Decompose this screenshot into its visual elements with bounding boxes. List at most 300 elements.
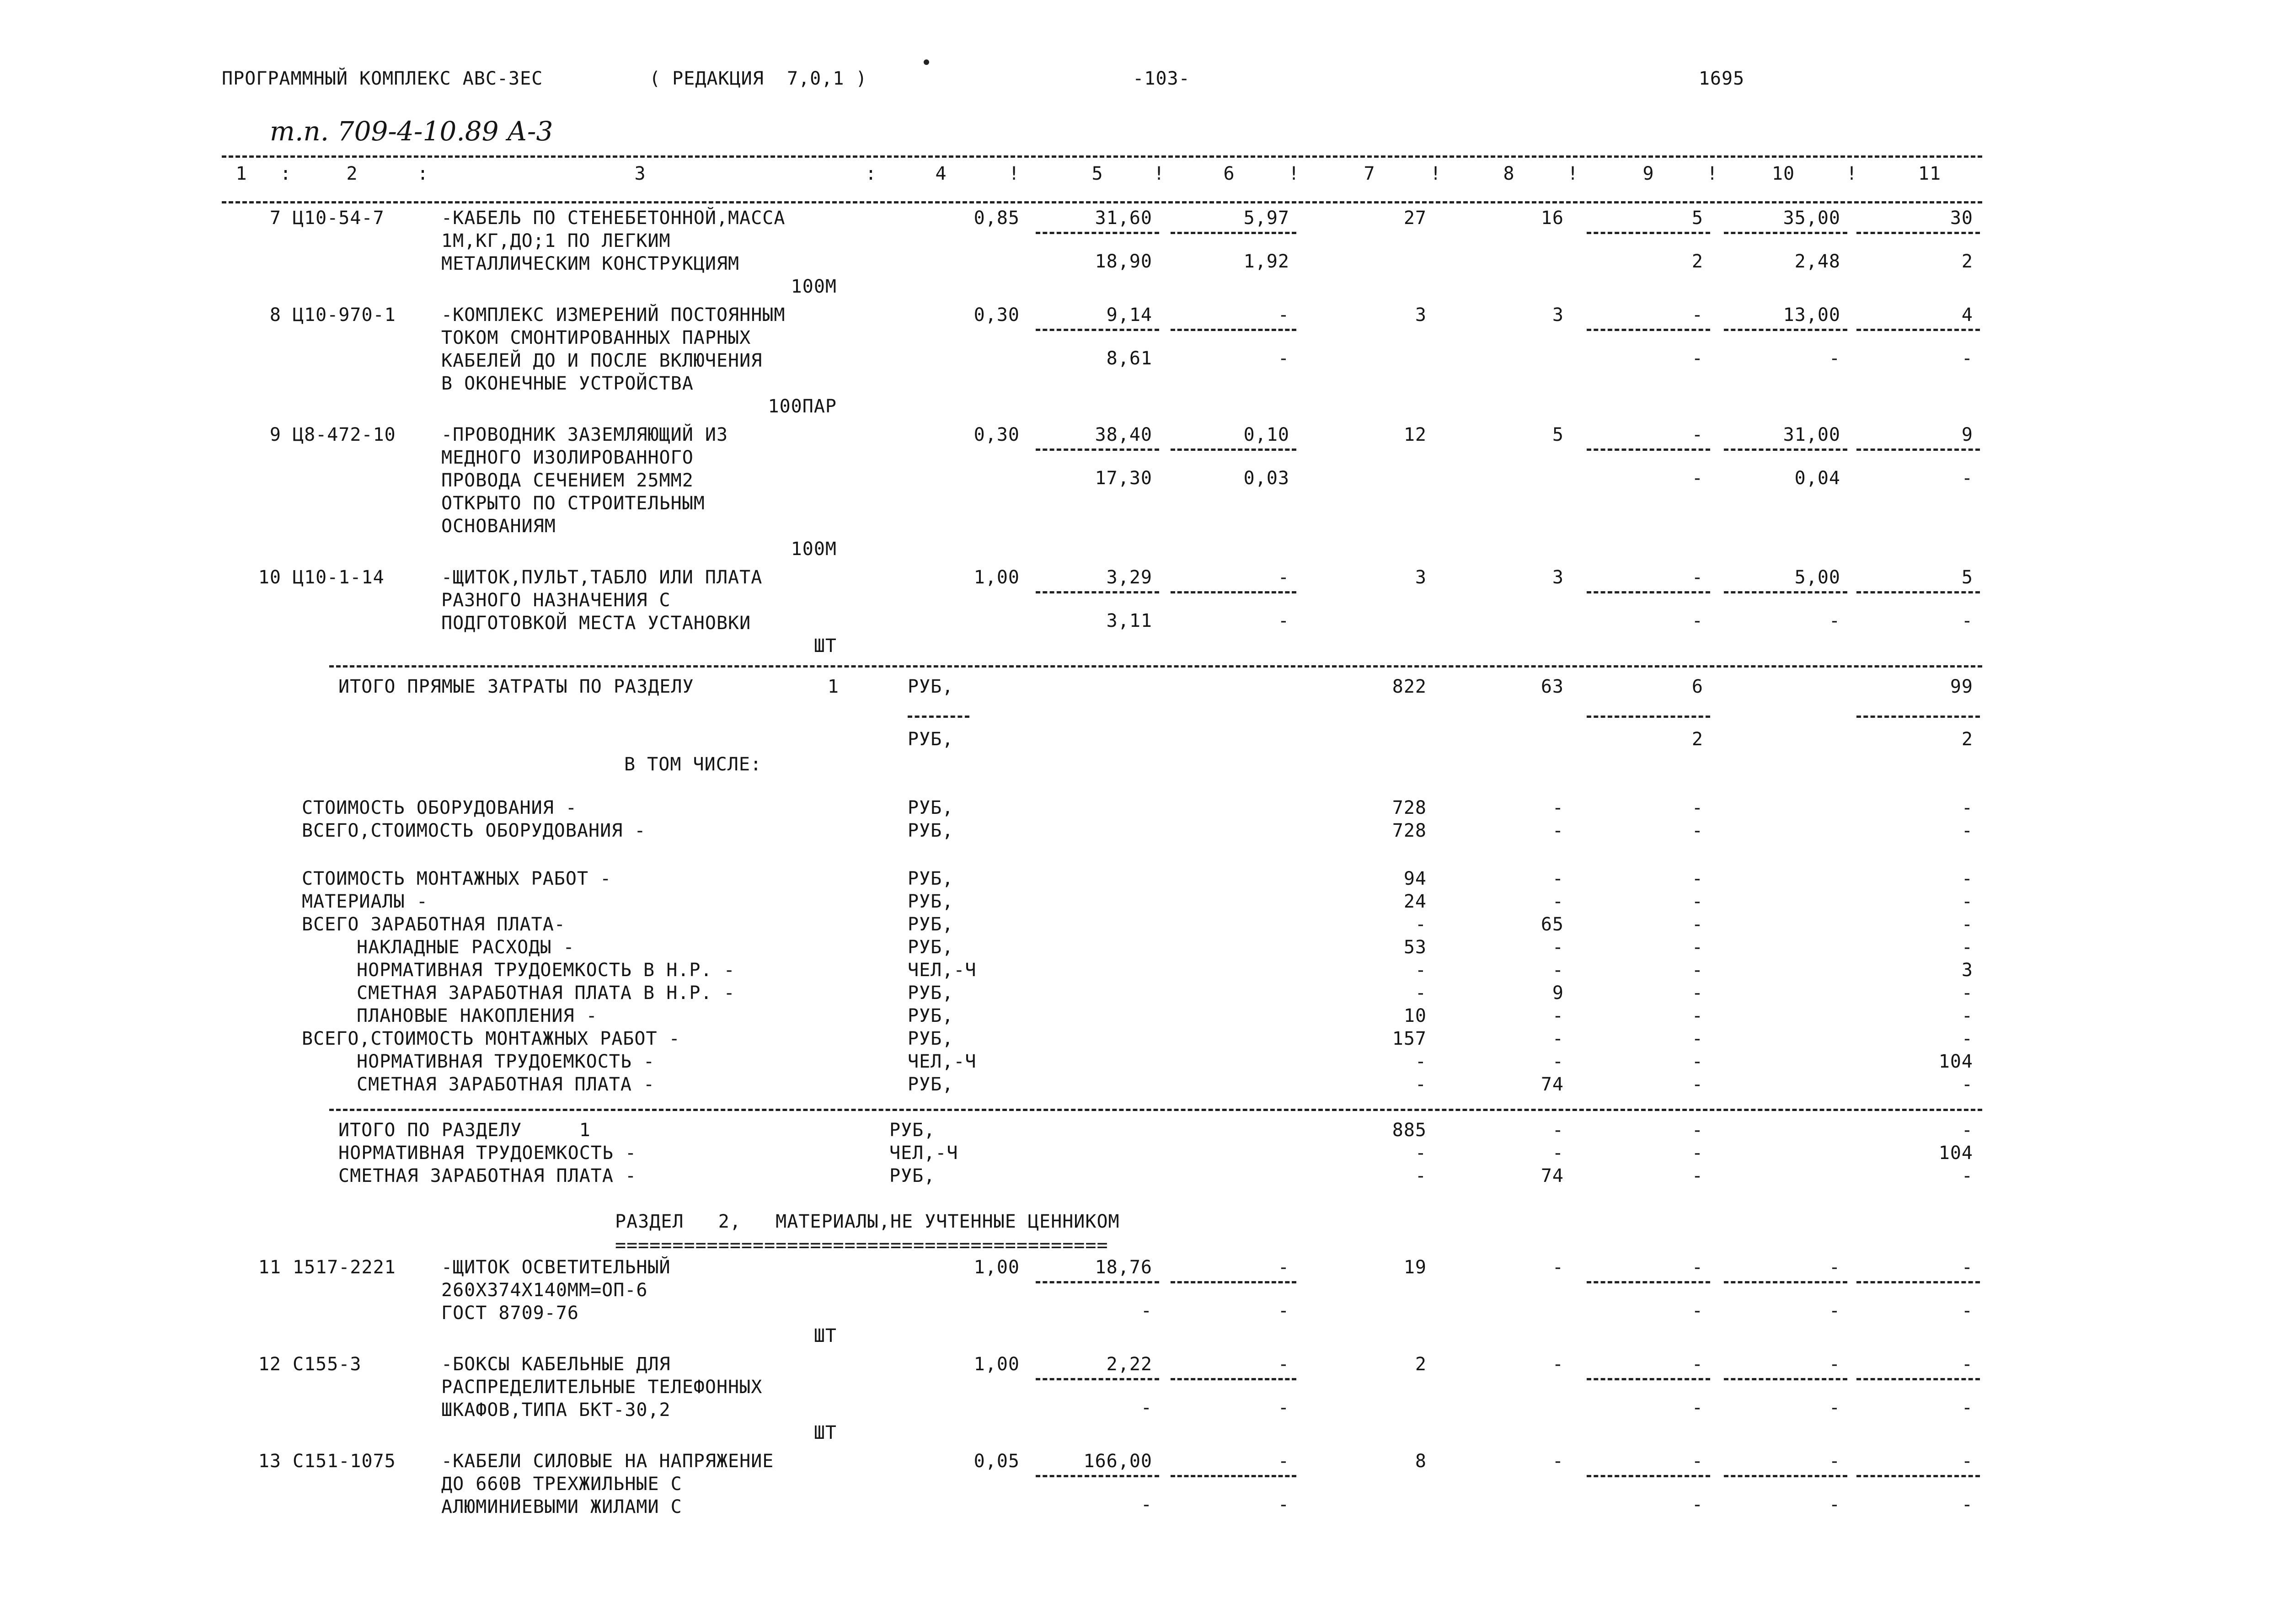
- section-total-unit: ЧЕЛ,-Ч: [889, 1143, 958, 1164]
- summary-label: ВСЕГО,СТОИМОСТЬ МОНТАЖНЫХ РАБОТ -: [302, 1028, 680, 1049]
- item-description: ОСНОВАНИЯМ: [441, 516, 556, 537]
- summary-c7: -: [1415, 960, 1427, 981]
- item-c10-second: -: [1829, 610, 1840, 631]
- item-description: В ОКОНЕЧНЫЕ УСТРОЙСТВА: [441, 373, 694, 394]
- item-c6: -: [1278, 1354, 1289, 1375]
- item-c5-second: 3,11: [1106, 610, 1152, 631]
- summary-unit: ЧЕЛ,-Ч: [908, 960, 977, 981]
- item-c11-second: -: [1961, 348, 1973, 369]
- item-c9: -: [1691, 1451, 1703, 1472]
- summary-c7: 94: [1403, 868, 1427, 889]
- summary-c8: 65: [1540, 914, 1564, 935]
- item-c6: -: [1278, 567, 1289, 588]
- item-underline: [1856, 591, 1980, 593]
- summary-unit: РУБ,: [908, 983, 954, 1004]
- item-c8: -: [1552, 1451, 1564, 1472]
- section-total-c8: -: [1552, 1143, 1564, 1164]
- program-title: ПРОГРАММНЫЙ КОМПЛЕКС АВС-3ЕС: [222, 68, 543, 89]
- column-header-5: 3: [634, 163, 646, 184]
- item-underline: [1036, 1281, 1159, 1283]
- section-total-unit: РУБ,: [889, 1120, 936, 1141]
- item-underline: [1724, 1281, 1847, 1283]
- summary-c11: -: [1961, 1005, 1973, 1026]
- section-total-c9: -: [1691, 1165, 1703, 1186]
- item-number: 13: [258, 1451, 281, 1472]
- summary-c8: -: [1552, 868, 1564, 889]
- totals-c7: 822: [1392, 676, 1427, 697]
- summary-c9: -: [1691, 1028, 1703, 1049]
- item-c6-second: 0,03: [1243, 468, 1289, 489]
- summary-c7: 728: [1392, 820, 1427, 841]
- item-underline: [1587, 591, 1710, 593]
- totals-unit-second: РУБ,: [908, 729, 954, 750]
- summary-c9: -: [1691, 820, 1703, 841]
- item-c7: 19: [1403, 1257, 1427, 1278]
- item-quantity: 1,00: [974, 1257, 1020, 1278]
- item-quantity: 0,30: [974, 304, 1020, 326]
- item-description: РАСПРЕДЕЛИТЕЛЬНЫЕ ТЕЛЕФОННЫХ: [441, 1377, 763, 1398]
- item-underline: [1724, 591, 1847, 593]
- item-c5-second: 8,61: [1106, 348, 1152, 369]
- item-description: АЛЮМИНИЕВЫМИ ЖИЛАМИ С: [441, 1496, 682, 1517]
- item-c10: 31,00: [1783, 424, 1840, 445]
- column-header-13: 7: [1364, 163, 1375, 184]
- item-underline: [1587, 329, 1710, 331]
- summary-c8: -: [1552, 891, 1564, 912]
- page-number: -103-: [1133, 68, 1190, 89]
- item-number: 9: [269, 424, 281, 445]
- section-total-c11: -: [1961, 1165, 1973, 1186]
- item-c11: 30: [1950, 208, 1973, 229]
- item-c8: 3: [1552, 567, 1564, 588]
- summary-label: НОРМАТИВНАЯ ТРУДОЕМКОСТЬ -: [357, 1051, 655, 1072]
- item-description: ПОДГОТОВКОЙ МЕСТА УСТАНОВКИ: [441, 613, 751, 634]
- item-c6-second: 1,92: [1243, 251, 1289, 272]
- item-underline: [1587, 1475, 1710, 1477]
- summary-c7: 10: [1403, 1005, 1427, 1026]
- summary-unit: РУБ,: [908, 797, 954, 818]
- item-underline: [1724, 1378, 1847, 1380]
- item-c9: 5: [1691, 208, 1703, 229]
- item-description: КАБЕЛЕЙ ДО И ПОСЛЕ ВКЛЮЧЕНИЯ: [441, 350, 763, 371]
- summary-unit: РУБ,: [908, 914, 954, 935]
- column-header-4: :: [417, 163, 429, 184]
- totals-rule: [329, 665, 1982, 668]
- item-description: ГОСТ 8709-76: [441, 1303, 579, 1324]
- item-c11-second: -: [1961, 1300, 1973, 1321]
- item-underline: [1036, 232, 1159, 234]
- item-c7: 3: [1415, 567, 1427, 588]
- item-c6: -: [1278, 304, 1289, 326]
- summary-unit: РУБ,: [908, 1028, 954, 1049]
- item-description: ОТКРЫТО ПО СТРОИТЕЛЬНЫМ: [441, 493, 705, 514]
- handwritten-note: т.п. 709-4-10.89 А-3: [270, 116, 553, 147]
- item-c11: 5: [1961, 567, 1973, 588]
- summary-c11: -: [1961, 868, 1973, 889]
- item-c5: 9,14: [1106, 304, 1152, 326]
- item-quantity: 0,85: [974, 208, 1020, 229]
- item-c11: -: [1961, 1451, 1973, 1472]
- summary-unit: РУБ,: [908, 1005, 954, 1026]
- section-total-c11: -: [1961, 1120, 1973, 1141]
- summary-c11: -: [1961, 797, 1973, 818]
- item-c10: 5,00: [1794, 567, 1840, 588]
- section-total-c9: -: [1691, 1120, 1703, 1141]
- summary-label: МАТЕРИАЛЫ -: [302, 891, 428, 912]
- column-header-20: !: [1846, 163, 1858, 184]
- item-underline: [1036, 329, 1159, 331]
- header-rule-bottom: [222, 201, 1982, 203]
- column-header-15: 8: [1503, 163, 1515, 184]
- item-c6-second: -: [1278, 610, 1289, 631]
- summary-label: СТОИМОСТЬ ОБОРУДОВАНИЯ -: [302, 797, 577, 818]
- item-description: -ПРОВОДНИК ЗАЗЕМЛЯЮЩИЙ ИЗ: [441, 424, 728, 445]
- summary-unit: РУБ,: [908, 820, 954, 841]
- item-description: -КОМПЛЕКС ИЗМЕРЕНИЙ ПОСТОЯННЫМ: [441, 304, 786, 326]
- item-underline: [1171, 1378, 1296, 1380]
- summary-c11: -: [1961, 1028, 1973, 1049]
- item-c11: 4: [1961, 304, 1973, 326]
- item-c11-second: -: [1961, 610, 1973, 631]
- summary-c7: 728: [1392, 797, 1427, 818]
- item-code: Ц8-472-10: [293, 424, 396, 445]
- column-header-16: !: [1567, 163, 1579, 184]
- summary-c9: -: [1691, 983, 1703, 1004]
- summary-c8: -: [1552, 1051, 1564, 1072]
- summary-c11: -: [1961, 891, 1973, 912]
- item-c8: -: [1552, 1257, 1564, 1278]
- totals-c8: 63: [1540, 676, 1564, 697]
- section-total-c11: 104: [1938, 1143, 1973, 1164]
- item-c9-second: -: [1691, 1397, 1703, 1418]
- item-code: С151-1075: [293, 1451, 396, 1472]
- item-c9-second: -: [1691, 1300, 1703, 1321]
- item-underline: [1171, 329, 1296, 331]
- item-c7: 12: [1403, 424, 1427, 445]
- item-c6-second: -: [1278, 1494, 1289, 1515]
- summary-c7: 24: [1403, 891, 1427, 912]
- section-total-label: СМЕТНАЯ ЗАРАБОТНАЯ ПЛАТА -: [338, 1165, 637, 1186]
- item-c11: -: [1961, 1354, 1973, 1375]
- summary-label: НОРМАТИВНАЯ ТРУДОЕМКОСТЬ В Н.Р. -: [357, 960, 735, 981]
- item-c9: -: [1691, 424, 1703, 445]
- item-underline: [1587, 232, 1710, 234]
- item-underline: [1856, 1281, 1980, 1283]
- item-c11-second: -: [1961, 468, 1973, 489]
- totals-c11: 99: [1950, 676, 1973, 697]
- item-c7: 2: [1415, 1354, 1427, 1375]
- item-underline: [1724, 329, 1847, 331]
- item-c5-second: -: [1140, 1300, 1152, 1321]
- document-number: 1695: [1698, 68, 1745, 89]
- item-c10-second: -: [1829, 1397, 1840, 1418]
- summary-c9: -: [1691, 868, 1703, 889]
- item-underline: [1856, 232, 1980, 234]
- summary-label: ВСЕГО ЗАРАБОТНАЯ ПЛАТА-: [302, 914, 566, 935]
- item-c10-second: 0,04: [1794, 468, 1840, 489]
- item-code: Ц10-54-7: [293, 208, 385, 229]
- item-c10-second: 2,48: [1794, 251, 1840, 272]
- section-total-c7: -: [1415, 1165, 1427, 1186]
- summary-c9: -: [1691, 891, 1703, 912]
- item-description: -КАБЕЛИ СИЛОВЫЕ НА НАПРЯЖЕНИЕ: [441, 1451, 774, 1472]
- summary-c7: -: [1415, 1051, 1427, 1072]
- column-header-21: 11: [1918, 163, 1942, 184]
- item-underline: [1856, 1475, 1980, 1477]
- item-description: -БОКСЫ КАБЕЛЬНЫЕ ДЛЯ: [441, 1354, 671, 1375]
- section-total-unit: РУБ,: [889, 1165, 936, 1186]
- item-c9-second: 2: [1691, 251, 1703, 272]
- item-c5-second: -: [1140, 1494, 1152, 1515]
- summary-unit: ЧЕЛ,-Ч: [908, 1051, 977, 1072]
- column-header-6: :: [865, 163, 877, 184]
- item-unit: ШТ: [813, 636, 837, 657]
- summary-c8: 74: [1540, 1074, 1564, 1095]
- item-c11-second: -: [1961, 1494, 1973, 1515]
- item-description: -ЩИТОК,ПУЛЬТ,ТАБЛО ИЛИ ПЛАТА: [441, 567, 763, 588]
- totals-section: 1: [827, 676, 839, 697]
- item-description: МЕДНОГО ИЗОЛИРОВАННОГО: [441, 447, 694, 468]
- item-c10: -: [1829, 1451, 1840, 1472]
- item-underline: [1036, 591, 1159, 593]
- item-c10: -: [1829, 1257, 1840, 1278]
- item-c5: 3,29: [1106, 567, 1152, 588]
- summary-c8: -: [1552, 1005, 1564, 1026]
- item-underline: [1587, 449, 1710, 451]
- item-underline: [1171, 1475, 1296, 1477]
- summary-c8: -: [1552, 1028, 1564, 1049]
- summary-c11: 104: [1938, 1051, 1973, 1072]
- section-total-c7: 885: [1392, 1120, 1427, 1141]
- item-c9: -: [1691, 1354, 1703, 1375]
- item-c11: 9: [1961, 424, 1973, 445]
- item-unit: ШТ: [813, 1325, 837, 1346]
- item-underline: [1724, 232, 1847, 234]
- totals-c11-second: 2: [1961, 729, 1973, 750]
- section-2-title: РАЗДЕЛ 2, МАТЕРИАЛЫ,НЕ УЧТЕННЫЕ ЦЕННИКОМ: [615, 1211, 1120, 1232]
- edition: ( РЕДАКЦИЯ 7,0,1 ): [649, 68, 867, 89]
- item-quantity: 0,05: [974, 1451, 1020, 1472]
- totals-c9: 6: [1691, 676, 1703, 697]
- section-total-c9: -: [1691, 1143, 1703, 1164]
- section-total-c7: -: [1415, 1143, 1427, 1164]
- item-c6: -: [1278, 1451, 1289, 1472]
- column-header-17: 9: [1642, 163, 1654, 184]
- item-description: 1М,КГ,ДО;1 ПО ЛЕГКИМ: [441, 230, 671, 251]
- item-underline: [1171, 1281, 1296, 1283]
- column-header-7: 4: [935, 163, 947, 184]
- item-underline: [1724, 1475, 1847, 1477]
- summary-c9: -: [1691, 1074, 1703, 1095]
- item-c5-second: 17,30: [1095, 468, 1152, 489]
- item-underline: [1587, 1281, 1710, 1283]
- column-header-12: !: [1288, 163, 1300, 184]
- item-c9-second: -: [1691, 348, 1703, 369]
- summary-c9: -: [1691, 1005, 1703, 1026]
- item-c8: 5: [1552, 424, 1564, 445]
- summary-unit: РУБ,: [908, 868, 954, 889]
- item-c9: -: [1691, 567, 1703, 588]
- column-header-8: !: [1008, 163, 1020, 184]
- item-c10-second: -: [1829, 1300, 1840, 1321]
- totals-unit: РУБ,: [908, 676, 954, 697]
- summary-c7: -: [1415, 914, 1427, 935]
- summary-label: СТОИМОСТЬ МОНТАЖНЫХ РАБОТ -: [302, 868, 612, 889]
- summary-c11: -: [1961, 914, 1973, 935]
- item-c8: 16: [1540, 208, 1564, 229]
- item-quantity: 1,00: [974, 567, 1020, 588]
- item-number: 11: [258, 1257, 281, 1278]
- including-label: В ТОМ ЧИСЛЕ:: [624, 754, 762, 775]
- item-c6: 5,97: [1243, 208, 1289, 229]
- item-description: -КАБЕЛЬ ПО СТЕНЕБЕТОННОЙ,МАССА: [441, 208, 786, 229]
- item-c10-second: -: [1829, 348, 1840, 369]
- summary-label: СМЕТНАЯ ЗАРАБОТНАЯ ПЛАТА В Н.Р. -: [357, 983, 735, 1004]
- summary-c8: -: [1552, 820, 1564, 841]
- summary-c7: 157: [1392, 1028, 1427, 1049]
- item-number: 7: [269, 208, 281, 229]
- item-c11: -: [1961, 1257, 1973, 1278]
- ink-dot: [924, 59, 929, 65]
- totals-underline: [1587, 716, 1710, 718]
- totals-label: ИТОГО ПРЯМЫЕ ЗАТРАТЫ ПО РАЗДЕЛУ: [338, 676, 694, 697]
- section-total-c8: 74: [1540, 1165, 1564, 1186]
- summary-c8: -: [1552, 960, 1564, 981]
- item-c11-second: -: [1961, 1397, 1973, 1418]
- item-description: -ЩИТОК ОСВЕТИТЕЛЬНЫЙ: [441, 1257, 671, 1278]
- item-c11-second: 2: [1961, 251, 1973, 272]
- summary-c8: -: [1552, 797, 1564, 818]
- item-underline: [1036, 449, 1159, 451]
- totals-c9-second: 2: [1691, 729, 1703, 750]
- summary-c8: -: [1552, 937, 1564, 958]
- item-c6-second: -: [1278, 1397, 1289, 1418]
- item-code: 1517-2221: [293, 1257, 396, 1278]
- summary-c9: -: [1691, 797, 1703, 818]
- section-total-c8: -: [1552, 1120, 1564, 1141]
- item-c6: 0,10: [1243, 424, 1289, 445]
- item-number: 8: [269, 304, 281, 326]
- column-header-2: :: [280, 163, 292, 184]
- item-c5: 2,22: [1106, 1354, 1152, 1375]
- item-unit: ШТ: [813, 1422, 837, 1443]
- item-c5: 31,60: [1095, 208, 1152, 229]
- summary-c11: -: [1961, 937, 1973, 958]
- totals-underline: [908, 716, 969, 718]
- column-header-1: 1: [235, 163, 247, 184]
- summary-label: ПЛАНОВЫЕ НАКОПЛЕНИЯ -: [357, 1005, 598, 1026]
- item-underline: [1856, 329, 1980, 331]
- item-code: Ц10-970-1: [293, 304, 396, 326]
- item-c6-second: -: [1278, 1300, 1289, 1321]
- section-total-rule: [329, 1109, 1982, 1111]
- summary-c7: 53: [1403, 937, 1427, 958]
- item-underline: [1856, 1378, 1980, 1380]
- summary-label: НАКЛАДНЫЕ РАСХОДЫ -: [357, 937, 575, 958]
- item-underline: [1587, 1378, 1710, 1380]
- item-description: МЕТАЛЛИЧЕСКИМ КОНСТРУКЦИЯМ: [441, 253, 740, 274]
- summary-c11: 3: [1961, 960, 1973, 981]
- item-code: С155-3: [293, 1354, 362, 1375]
- item-underline: [1171, 591, 1296, 593]
- item-underline: [1171, 232, 1296, 234]
- item-c6: -: [1278, 1257, 1289, 1278]
- item-description: РАЗНОГО НАЗНАЧЕНИЯ С: [441, 590, 671, 611]
- column-header-19: 10: [1771, 163, 1795, 184]
- column-header-10: !: [1153, 163, 1165, 184]
- summary-c11: -: [1961, 1074, 1973, 1095]
- item-underline: [1171, 449, 1296, 451]
- column-header-18: !: [1706, 163, 1718, 184]
- item-c9: -: [1691, 304, 1703, 326]
- section-total-label: ИТОГО ПО РАЗДЕЛУ 1: [338, 1120, 591, 1141]
- item-c5: 18,76: [1095, 1257, 1152, 1278]
- item-c5-second: -: [1140, 1397, 1152, 1418]
- summary-c11: -: [1961, 983, 1973, 1004]
- summary-c8: 9: [1552, 983, 1564, 1004]
- column-header-3: 2: [346, 163, 358, 184]
- column-header-11: 6: [1223, 163, 1235, 184]
- section-2-underline: ===========================================: [615, 1235, 1108, 1256]
- summary-unit: РУБ,: [908, 891, 954, 912]
- item-description: ДО 660В ТРЕХЖИЛЬНЫЕ С: [441, 1474, 682, 1495]
- item-underline: [1856, 449, 1980, 451]
- item-quantity: 1,00: [974, 1354, 1020, 1375]
- item-c9-second: -: [1691, 1494, 1703, 1515]
- item-c9-second: -: [1691, 610, 1703, 631]
- item-c6-second: -: [1278, 348, 1289, 369]
- item-description: 260Х374Х140ММ=ОП-6: [441, 1280, 648, 1301]
- summary-c11: -: [1961, 820, 1973, 841]
- item-description: ШКАФОВ,ТИПА БКТ-30,2: [441, 1400, 671, 1421]
- column-header-9: 5: [1091, 163, 1103, 184]
- item-code: Ц10-1-14: [293, 567, 385, 588]
- item-description: ПРОВОДА СЕЧЕНИЕМ 25ММ2: [441, 470, 694, 491]
- summary-unit: РУБ,: [908, 937, 954, 958]
- summary-c9: -: [1691, 937, 1703, 958]
- item-c10: 13,00: [1783, 304, 1840, 326]
- item-number: 12: [258, 1354, 281, 1375]
- column-header-14: !: [1430, 163, 1442, 184]
- summary-c9: -: [1691, 914, 1703, 935]
- item-c7: 8: [1415, 1451, 1427, 1472]
- summary-unit: РУБ,: [908, 1074, 954, 1095]
- totals-underline: [1856, 716, 1980, 718]
- item-c7: 3: [1415, 304, 1427, 326]
- item-description: ТОКОМ СМОНТИРОВАННЫХ ПАРНЫХ: [441, 327, 751, 348]
- item-underline: [1036, 1378, 1159, 1380]
- item-c8: 3: [1552, 304, 1564, 326]
- item-unit: 100ПАР: [768, 396, 837, 417]
- item-c10: 35,00: [1783, 208, 1840, 229]
- section-total-label: НОРМАТИВНАЯ ТРУДОЕМКОСТЬ -: [338, 1143, 637, 1164]
- summary-c9: -: [1691, 1051, 1703, 1072]
- header-rule-top: [222, 155, 1982, 158]
- item-c5: 166,00: [1083, 1451, 1152, 1472]
- item-c10-second: -: [1829, 1494, 1840, 1515]
- item-c9-second: -: [1691, 468, 1703, 489]
- summary-c7: -: [1415, 1074, 1427, 1095]
- item-c5: 38,40: [1095, 424, 1152, 445]
- summary-c7: -: [1415, 983, 1427, 1004]
- item-c8: -: [1552, 1354, 1564, 1375]
- item-c10: -: [1829, 1354, 1840, 1375]
- item-unit: 100М: [791, 276, 837, 297]
- summary-label: ВСЕГО,СТОИМОСТЬ ОБОРУДОВАНИЯ -: [302, 820, 646, 841]
- item-quantity: 0,30: [974, 424, 1020, 445]
- item-unit: 100М: [791, 539, 837, 560]
- item-underline: [1724, 449, 1847, 451]
